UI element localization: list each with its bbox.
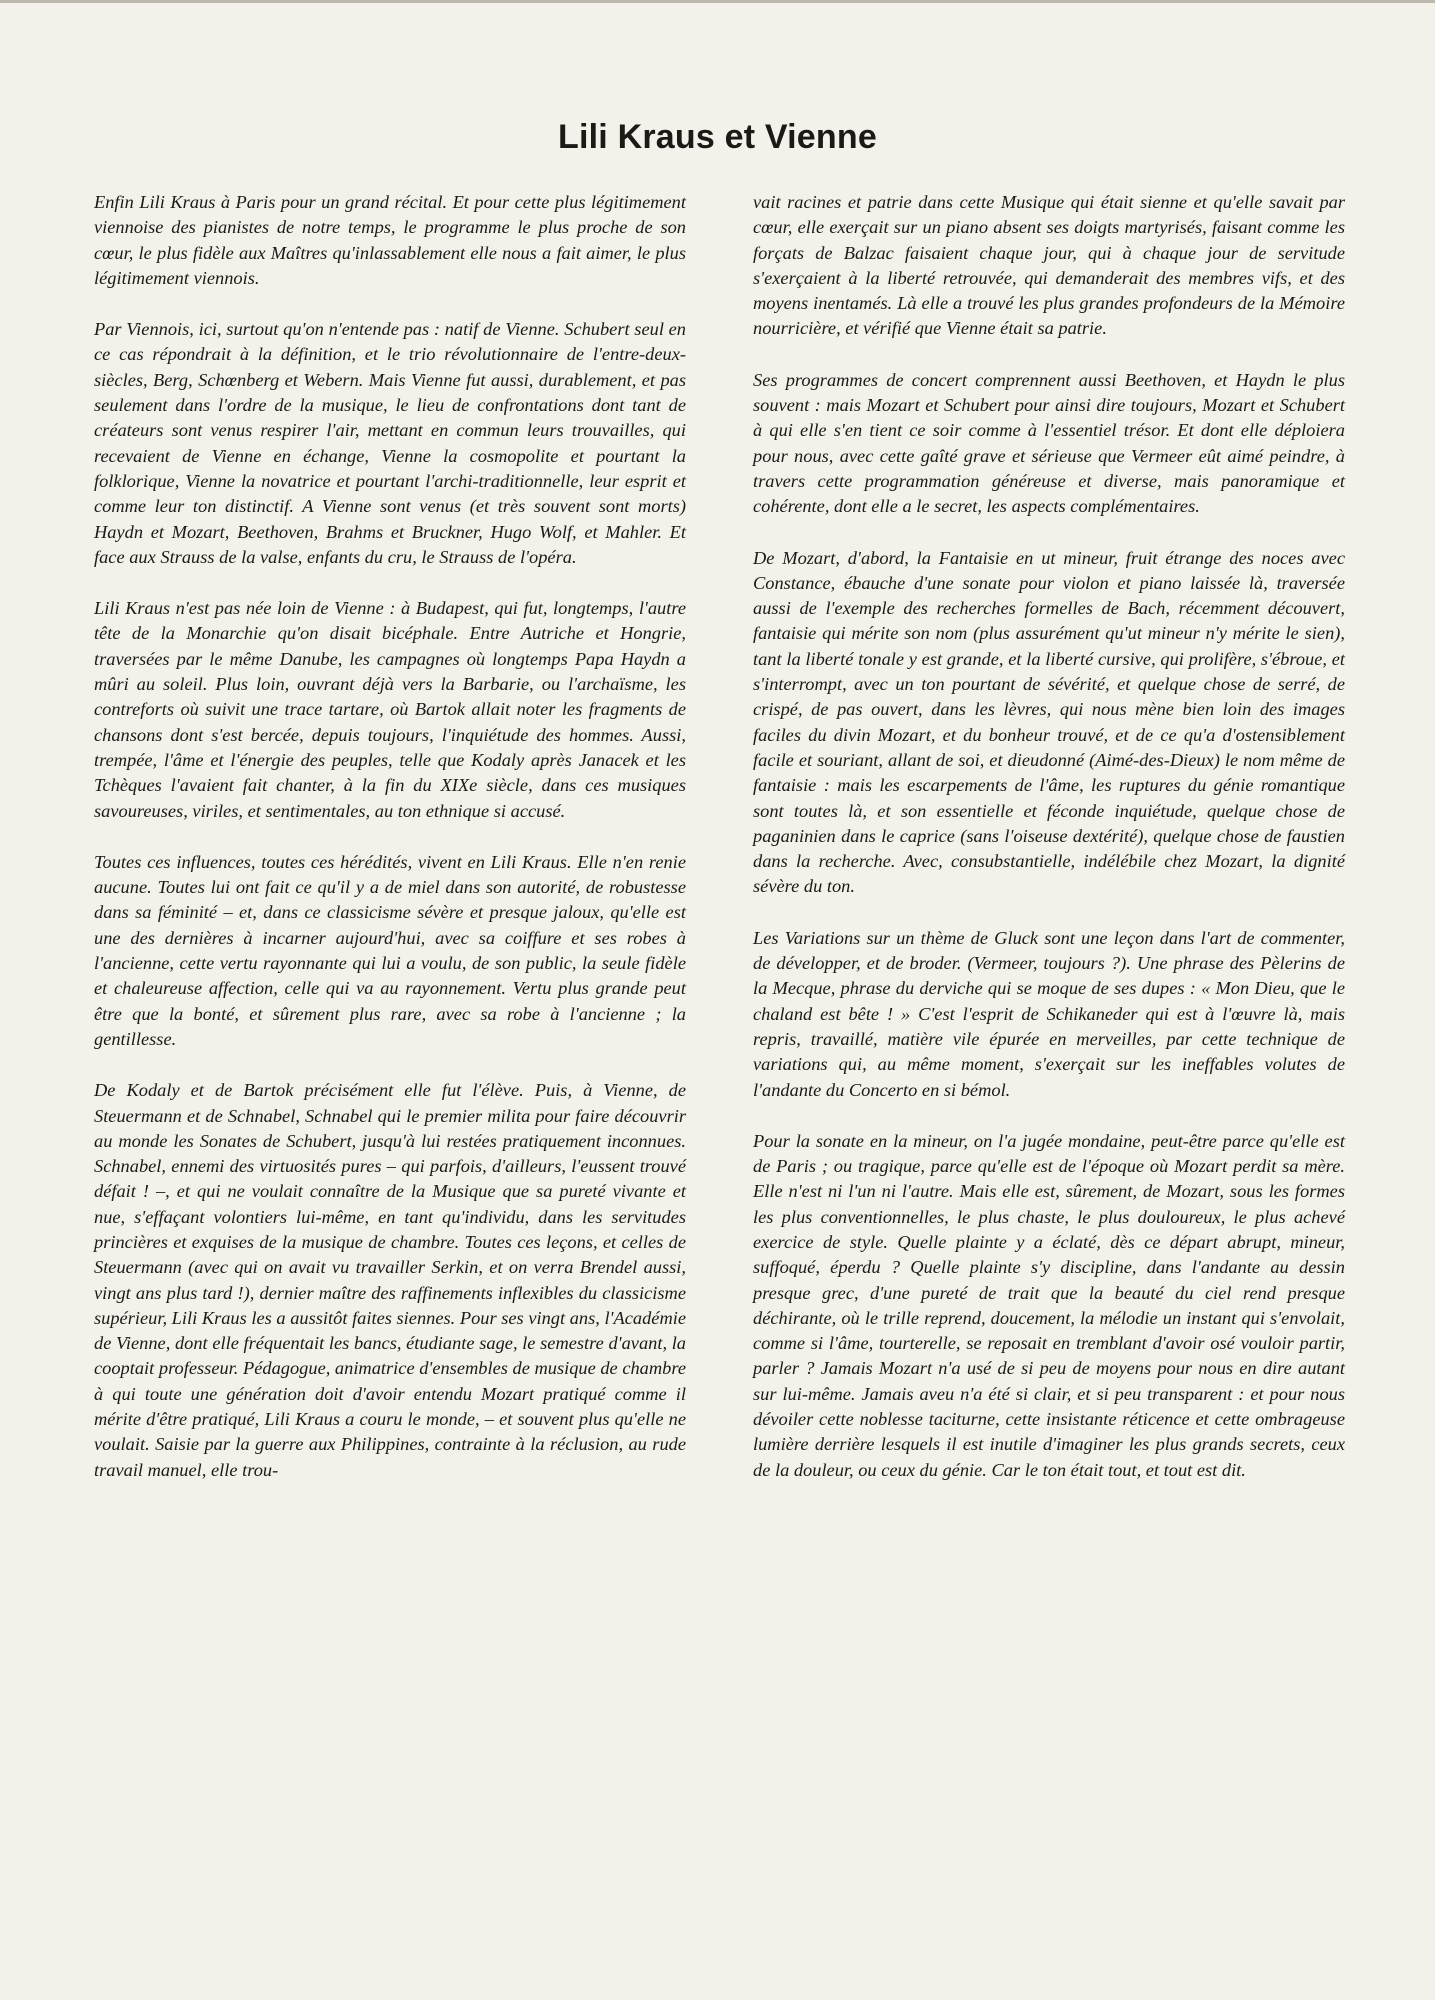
paragraph-5: De Kodaly et de Bartok précisément elle fut l'élève. Puis, à Vienne, de Steuermann et de Schnabel, Schnabel qui le premier milita pour faire découvrir au monde les Sonates de Schubert, jusqu'à lui restées pratiquement inconnues. Schnabel, ennemi des virtuosités pures – qui parfois, d'ailleurs, l'eussent trouvé défait ! –, et qui ne voulait connaître de la Musique que sa pureté vivante et nue, s'effaçant volontiers lui-même, en tant qu'individu, dans les servitudes princières et exquises de la musique de chambre. Toutes ces leçons, et celles de Steuermann (avec qui on avait vu travailler Serkin, et on verra Brendel aussi, vingt ans plus tard !), dernier maître des raffinements inflexibles du classicisme supérieur, Lili Kraus les a aussitôt faites siennes. Pour ses vingt ans, l'Académie de Vienne, dont elle fréquentait les bancs, étudiante sage, le semestre d'avant, la cooptait professeur. Pédagogue, animatrice d'ensembles de musique de chambre à qui toute une génération doit d'avoir entendu Mozart pratiqué comme il mérite d'être pratiqué, Lili Kraus a couru le monde, – et souvent plus qu'elle ne voulait. Saisie par la guerre aux Philippines, contrainte à la réclusion, au rude travail manuel, elle trou- xyxy=(94,1080,686,1480)
paragraph-4: Toutes ces influences, toutes ces hérédités, vivent en Lili Kraus. Elle n'en renie aucune. Toutes lui ont fait ce qu'il y a de miel dans son autorité, de robustesse dans sa féminité – et, dans ce classicisme sévère et presque jaloux, qu'elle est une des dernières à incarner aujourd'hui, avec sa coiffure et ses robes à l'ancienne, cette vertu rayonnante qui lui a voulu, de son public, la seule fidèle et chaleureuse affection, celle qui va au rayonnement. Vertu plus grande peut être que la bonté, et sûrement plus rare, avec sa robe à l'ancienne ; la gentillesse. xyxy=(94,851,686,1049)
paragraph-1: Enfin Lili Kraus à Paris pour un grand récital. Et pour cette plus légitimement viennoise des pianistes de notre temps, le programme le plus proche de son cœur, le plus fidèle aux Maîtres qu'inlassablement elle nous a fait aimer, le plus légitimement viennois. xyxy=(94,192,686,288)
top-edge-shadow xyxy=(0,0,1435,3)
paragraph-7: Ses programmes de concert comprennent aussi Beethoven, et Haydn le plus souvent : mais Mozart et Schubert pour ainsi dire toujours, Mozart et Schubert à qui elle s'en tient ce soir comme à l'essentiel trésor. Et dont elle déploiera pour nous, avec cette gaîté grave et sérieuse que Vermeer eût aimé peindre, à travers cette programmation généreuse et diverse, mais panoramique et cohérente, dont elle a le secret, les aspects complémentaires. xyxy=(753,369,1345,517)
paragraph-10: Pour la sonate en la mineur, on l'a jugée mondaine, peut-être parce qu'elle est de Paris ; ou tragique, parce qu'elle est de l'époque où Mozart perdit sa mère. Elle n'est ni l'un ni l'autre. Mais elle est, sûrement, de Mozart, sous les formes les plus conventionnelles, le plus chaste, le plus douloureux, le plus achevé exercice de style. Quelle plainte y a éclaté, dès ce départ abrupt, mineur, suffoqué, éperdu ? Quelle plainte s'y discipline, dans l'andante au dessin presque grec, d'une pureté de trait que la beauté du ciel rend presque déchirante, où le trille reprend, doucement, la mélodie un instant qui s'envolait, comme si l'âme, tourterelle, se reposait en tremblant d'avoir osé vouloir partir, parler ? Jamais Mozart n'a usé de si peu de moyens pour nous en dire autant sur lui-même. Jamais aveu n'a été si clair, et si peu transparent : et pour nous dévoiler cette noblesse taciturne, cette insistante réticence et cette ombrageuse lumière derrière lesquels il est inutile d'imaginer les plus grands secrets, ceux de la douleur, ou ceux du génie. Car le ton était tout, et tout est dit. xyxy=(753,1130,1345,1480)
paragraph-6: vait racines et patrie dans cette Musique qui était sienne et qu'elle savait par cœur, elle exerçait sur un piano absent ses doigts martyrisés, faisant comme les forçats de Balzac faisaient chaque jour, qui à chaque jour de servitude s'exerçaient à la liberté retrouvée, qui demanderait des membres vifs, et des moyens inentamés. Là elle a trouvé les plus grandes profondeurs de la Mémoire nourricière, et vérifié que Vienne était sa patrie. xyxy=(753,192,1345,339)
left-column xyxy=(94,190,686,1483)
paragraph-9: Les Variations sur un thème de Gluck sont une leçon dans l'art de commenter, de développer, et de broder. (Vermeer, toujours ?). Une phrase des Pèlerins de la Mecque, phrase du derviche qui se moque de ses dupes : « Mon Dieu, que le chaland est bête ! » C'est l'esprit de Schikaneder qui est à l'œuvre là, mais repris, travaillé, matière vile épurée en merveilles, par cette technique de variations qui, au même moment, s'exerçait sur les ineffables volutes de l'andante du Concerto en si bémol. xyxy=(753,927,1345,1100)
article-title: Lili Kraus et Vienne xyxy=(558,117,877,156)
paragraph-3: Lili Kraus n'est pas née loin de Vienne : à Budapest, qui fut, longtemps, l'autre tête de la Monarchie qu'on disait bicéphale. Entre Autriche et Hongrie, traversées par le même Danube, les campagnes où longtemps Papa Haydn a mûri au soleil. Plus loin, ouvrant déjà vers la Barbarie, ou l'archaïsme, les contreforts où suivit une trace tartare, où Bartok allait noter les fragments de chansons dont s'est bercée, depuis toujours, l'inquiétude des hommes. Aussi, trempée, l'âme et l'énergie des peuples, telle que Kodaly après Janacek et les Tchèques l'avaient fait chanter, à la fin du XIXe siècle, dans ces musiques savoureuses, viriles, et sentimentales, au ton ethnique si accusé. xyxy=(94,598,686,821)
paragraph-2: Par Viennois, ici, surtout qu'on n'entende pas : natif de Vienne. Schubert seul en ce cas répondrait à la définition, et le trio révolutionnaire de l'entre-deux-siècles, Berg, Schœnberg et Webern. Mais Vienne fut aussi, durablement, et pas seulement dans l'ordre de la musique, le lieu de confrontations dont tant de créateurs sont venus respirer l'air, mettant en commun leurs trouvailles, qui recevaient de Vienne en échange, Vienne la cosmopolite et pourtant la folklorique, Vienne la novatrice et pourtant l'archi-traditionnelle, leur esprit et comme leur ton distinctif. A Vienne sont venus (et très souvent sont morts) Haydn et Mozart, Beethoven, Brahms et Bruckner, Hugo Wolf, et Mahler. Et face aux Strauss de la valse, enfants du cru, le Strauss de l'opéra. xyxy=(94,319,686,567)
right-column xyxy=(753,190,1345,1483)
paragraph-8: De Mozart, d'abord, la Fantaisie en ut mineur, fruit étrange des noces avec Constance, ébauche d'une sonate pour violon et piano laissée là, traversée aussi de l'exemple des recherches formelles de Bach, récemment découvert, fantaisie qui mérite son nom (plus assurément qu'ut mineur n'y mérite le sien), tant la liberté tonale y est grande, et la liberté cursive, qui prolifère, s'ébroue, et s'interrompt, avec un ton pourtant de sévérité, et quelque chose de serré, de crispé, de pas ouvert, dans les lèvres, qui nous mène bien loin des images faciles du divin Mozart, et du bonheur trouvé, et de ce qu'a d'ostensiblement facile et souriant, allant de soi, et dieudonné (Aimé-des-Dieux) le nom même de fantaisie : mais les escarpements de l'âme, les ruptures du génie romantique sont toutes là, et son essentielle et féconde inquiétude, quelque chose de paganinien dans le caprice (sans l'oiseuse dextérité), quelque chose de faustien dans la recherche. Avec, consubstantielle, indélébile chez Mozart, la dignité sévère du ton. xyxy=(753,547,1345,897)
